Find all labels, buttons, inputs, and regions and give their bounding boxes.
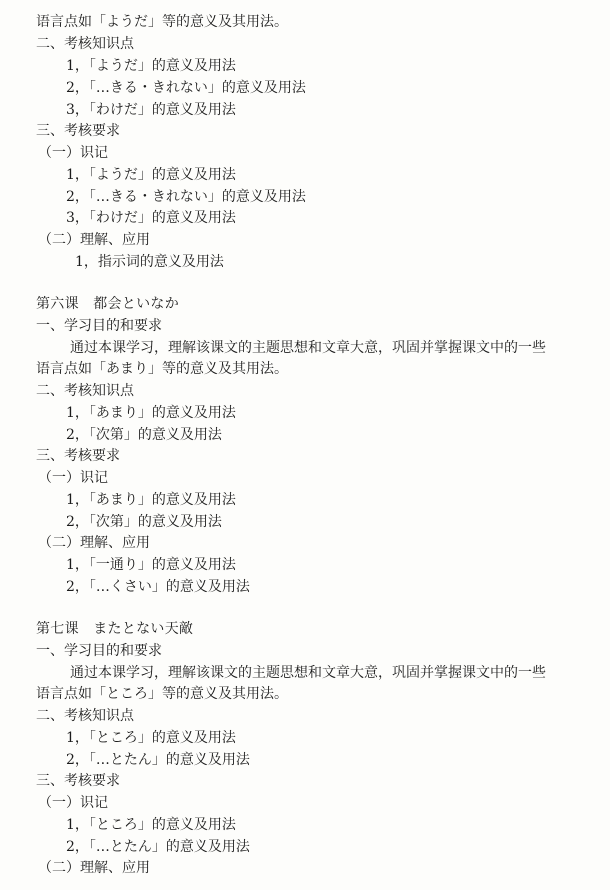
list-item: 1，「一通り」的意义及用法 xyxy=(66,557,236,573)
subsection-heading: （一）识记 xyxy=(38,470,108,486)
paragraph-line: 通过本课学习，理解该课文的主题思想和文章大意，巩固并掌握课文中的一些 xyxy=(70,665,546,681)
subsection-heading: （一）识记 xyxy=(38,795,108,811)
list-item: 3，「わけだ」的意义及用法 xyxy=(66,102,236,118)
subsection-heading: （二）理解、应用 xyxy=(38,232,150,248)
list-item: 1，「ようだ」的意义及用法 xyxy=(66,167,236,183)
subsection-heading: （二）理解、应用 xyxy=(38,860,150,876)
list-item: 1，「あまり」的意义及用法 xyxy=(66,405,236,421)
section-heading: 二、考核知识点 xyxy=(36,708,134,724)
lesson-title: 第七课 またとない天敵 xyxy=(36,621,194,637)
section-heading: 二、考核知识点 xyxy=(36,383,134,399)
section-heading: 三、考核要求 xyxy=(36,773,120,789)
paragraph-line: 通过本课学习，理解该课文的主题思想和文章大意，巩固并掌握课文中的一些 xyxy=(70,340,546,356)
lesson-title: 第六课 都会といなか xyxy=(36,296,179,312)
list-item: 2，「…きる・きれない」的意义及用法 xyxy=(66,189,306,205)
intro-continuation-line: 语言点如「ようだ」等的意义及其用法。 xyxy=(36,14,288,30)
list-item: 3，「わけだ」的意义及用法 xyxy=(66,210,236,226)
list-item: 1，「ところ」的意义及用法 xyxy=(66,730,236,746)
list-item: 2，「…とたん」的意义及用法 xyxy=(66,839,250,855)
paragraph-line: 语言点如「ところ」等的意义及其用法。 xyxy=(36,686,288,702)
list-item: 1，「あまり」的意义及用法 xyxy=(66,492,236,508)
list-item: 2，「…くさい」的意义及用法 xyxy=(66,579,250,595)
list-item: 2，「…きる・きれない」的意义及用法 xyxy=(66,80,306,96)
list-item: 1，指示词的意义及用法 xyxy=(75,254,224,270)
subsection-heading: （一）识记 xyxy=(38,145,108,161)
list-item: 2，「…とたん」的意义及用法 xyxy=(66,752,250,768)
section-heading: 一、学习目的和要求 xyxy=(36,643,162,659)
section-heading: 一、学习目的和要求 xyxy=(36,318,162,334)
list-item: 1，「ところ」的意义及用法 xyxy=(66,817,236,833)
section-heading: 二、考核知识点 xyxy=(36,36,134,52)
section-heading: 三、考核要求 xyxy=(36,448,120,464)
list-item: 2，「次第」的意义及用法 xyxy=(66,427,222,443)
subsection-heading: （二）理解、应用 xyxy=(38,535,150,551)
list-item: 2，「次第」的意义及用法 xyxy=(66,514,222,530)
paragraph-line: 语言点如「あまり」等的意义及其用法。 xyxy=(36,361,288,377)
section-heading: 三、考核要求 xyxy=(36,123,120,139)
list-item: 1，「ようだ」的意义及用法 xyxy=(66,58,236,74)
